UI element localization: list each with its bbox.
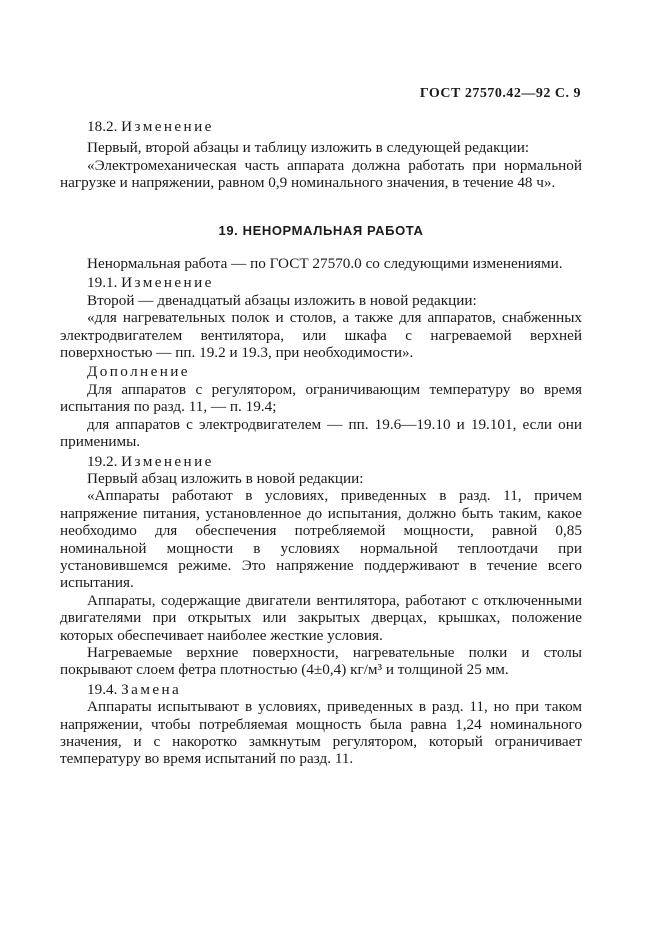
item-number: 19.1. xyxy=(87,274,118,292)
item-label: Изменение xyxy=(121,118,214,135)
item-label: Изменение xyxy=(121,452,214,470)
item-18-2-heading xyxy=(60,118,582,135)
document-body xyxy=(60,118,582,768)
addition-heading xyxy=(60,363,582,380)
paragraph: Первый, второй абзацы и таблицу изложить в следующей редакции: xyxy=(87,139,530,157)
item-label: Замена xyxy=(121,680,182,698)
paragraph: Первый абзац изложить в новой редакции: xyxy=(87,469,364,487)
paragraph: для аппаратов с электродвигателем — пп. 19.6—19.10 и 19.101, если они применимы. xyxy=(60,415,582,451)
item-19-1-heading xyxy=(60,274,582,291)
item-number: 19.4. xyxy=(87,680,118,698)
page-header xyxy=(0,86,581,102)
paragraph: Ненормальная работа — по ГОСТ 27570.0 со следующими изменениями. xyxy=(87,255,563,273)
paragraph: Аппараты испытывают в условиях, приведенных в разд. 11, но при таком напряжении, чтобы потребляемая мощность была равна 1,24 номинального значения, и с накоротко замкнутым регулятором, который ограничивает температуру во время испытаний по разд. 11. xyxy=(60,698,582,768)
paragraph: Аппараты, содержащие двигатели вентилятора, работают с отключенными двигателями при открытых или закрытых дверцах, крышках, положение которых обеспечивает наиболее жесткие условия. xyxy=(60,591,582,644)
item-19-4-heading xyxy=(60,681,582,698)
item-number: 18.2. xyxy=(87,118,118,135)
paragraph: «для нагревательных полок и столов, а также для аппаратов, снабженных электродвигателем вентилятора, или шкафа с нагреваемой верхней поверхностью — пп. 19.2 и 19.3, при необходимости». xyxy=(60,309,582,362)
paragraph: Второй — двенадцатый абзацы изложить в новой редакции: xyxy=(87,291,477,309)
paragraph: Для аппаратов с регулятором, ограничивающим температуру во время испытания по разд. 11, — п. 19.4; xyxy=(60,380,582,416)
gost-page-number: ГОСТ 27570.42—92 С. 9 xyxy=(419,86,581,101)
paragraph: Нагреваемые верхние поверхности, нагревательные полки и столы покрывают слоем фетра плотностью (4±0,4) кг/м³ и толщиной 25 мм. xyxy=(60,643,582,679)
item-19-2-heading xyxy=(60,453,582,470)
item-label: Дополнение xyxy=(87,363,190,381)
paragraph: «Электромеханическая часть аппарата должна работать при нормальной нагрузке и напряжении, равном 0,9 номинального значения, в течение 48 ч». xyxy=(60,156,582,192)
item-number: 19.2. xyxy=(87,452,118,470)
item-label: Изменение xyxy=(121,274,214,292)
section-title: 19. НЕНОРМАЛЬНАЯ РАБОТА xyxy=(218,222,424,238)
paragraph: «Аппараты работают в условиях, приведенных в разд. 11, причем напряжение питания, установленное до испытания, должно быть таким, какое необходимо для обеспечения потребляемой мощности, равной 0,85 номинальной мощности в условиях нормальной теплоотдачи при установившемся режиме. Это напряжение поддерживают в течение всего испытания. xyxy=(60,487,582,592)
